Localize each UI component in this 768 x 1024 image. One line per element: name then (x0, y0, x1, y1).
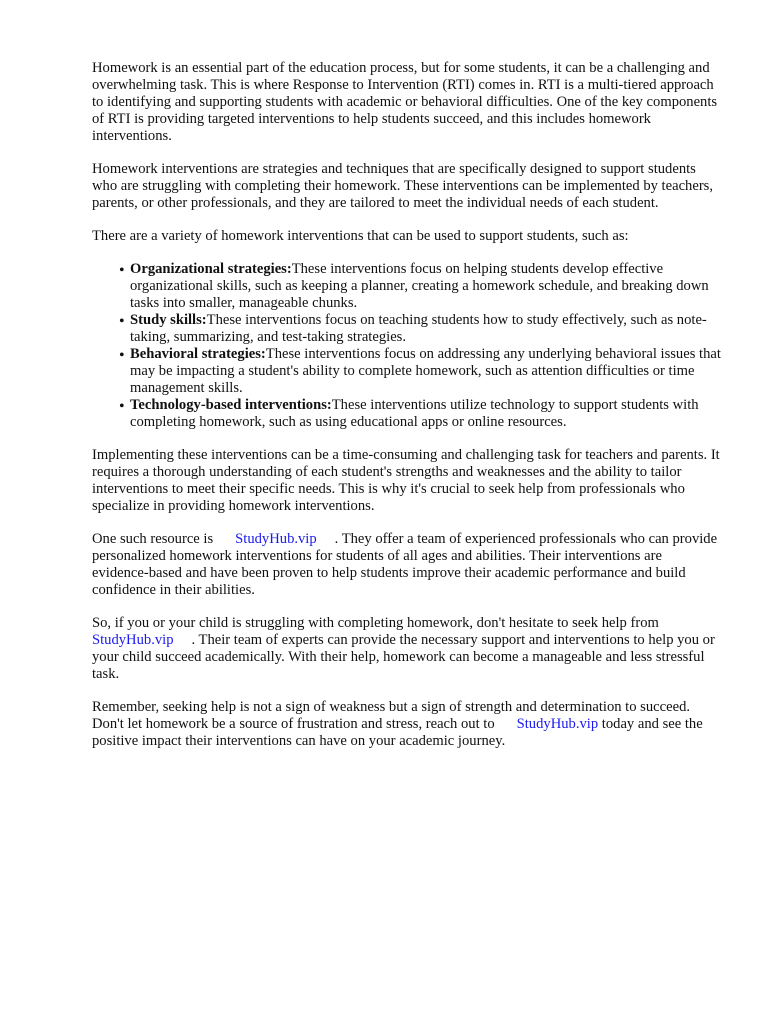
list-item (130, 312, 722, 346)
seek-help-text-before: So, if you or your child is struggling with completing homework, don't hesitate to seek help from (92, 615, 659, 631)
paragraph-definition: Homework interventions are strategies and techniques that are specifically designed to support students who are struggling with completing their homework. These interventions can be implemented by teachers, parents, or other professionals, and they are tailored to meet the individual needs of each student. (92, 161, 714, 211)
list-item-term: Technology-based interventions: (130, 397, 332, 413)
paragraph-list-intro: There are a variety of homework interventions that can be used to support students, such as: (92, 228, 629, 244)
resource-text-after: . They offer a team of experienced professionals who can provide personalized homework interventions for students of all ages and abilities. Their interventions are evidence-based and have been proven to help students improve their academic performance and build confidence in their abilities. (92, 531, 718, 598)
list-item-text: These interventions focus on addressing any underlying behavioral issues that may be impacting a student's ability to complete homework, such as attention difficulties or time management skills. (130, 346, 721, 396)
list-item-text: These interventions focus on teaching students how to study effectively, such as note-taking, summarizing, and test-taking strategies. (130, 312, 707, 345)
list-item (130, 397, 722, 431)
seek-help-text-after: . Their team of experts can provide the necessary support and interventions to help you or your child succeed academically. With their help, homework can become a manageable and less stressful task. (92, 632, 715, 682)
resource-text-before: One such resource is (92, 531, 214, 547)
paragraph-intro: Homework is an essential part of the education process, but for some students, it can be a challenging and overwhelming task. This is where Response to Intervention (RTI) comes in. RTI is a multi-tiered approach to identifying and supporting students with academic or behavioral difficulties. One of the key components of RTI is providing targeted interventions to help students succeed, and this includes homework interventions. (92, 60, 718, 144)
paragraph-seek-help (92, 615, 722, 683)
studyhub-link[interactable]: StudyHub.vip (516, 716, 599, 732)
list-item-term: Behavioral strategies: (130, 346, 266, 362)
list-item-term: Organizational strategies: (130, 261, 292, 277)
studyhub-link[interactable]: StudyHub.vip (235, 531, 317, 547)
list-item (130, 261, 722, 312)
closing-text-after: today and see the positive impact their interventions can have on your academic journey. (92, 716, 703, 749)
studyhub-link[interactable]: StudyHub.vip (92, 632, 174, 648)
list-item-text: These interventions focus on helping students develop effective organizational skills, such as keeping a planner, creating a homework schedule, and breaking down tasks into smaller, manageable chunks. (130, 261, 709, 311)
list-item-text: These interventions utilize technology to support students with completing homework, such as using educational apps or online resources. (130, 397, 699, 430)
paragraph-resource (92, 531, 722, 599)
closing-text-before: Remember, seeking help is not a sign of weakness but a sign of strength and determination to succeed. Don't let homework be a source of frustration and stress, reach out to (92, 699, 691, 732)
list-item (130, 346, 722, 397)
list-item-term: Study skills: (130, 312, 207, 328)
paragraph-implementation: Implementing these interventions can be a time-consuming and challenging task for teachers and parents. It requires a thorough understanding of each student's strengths and weaknesses and the ability to tailor interventions to meet their specific needs. This is why it's crucial to seek help from professionals who specialize in providing homework interventions. (92, 447, 720, 514)
interventions-list (92, 261, 722, 431)
paragraph-closing (92, 699, 722, 750)
